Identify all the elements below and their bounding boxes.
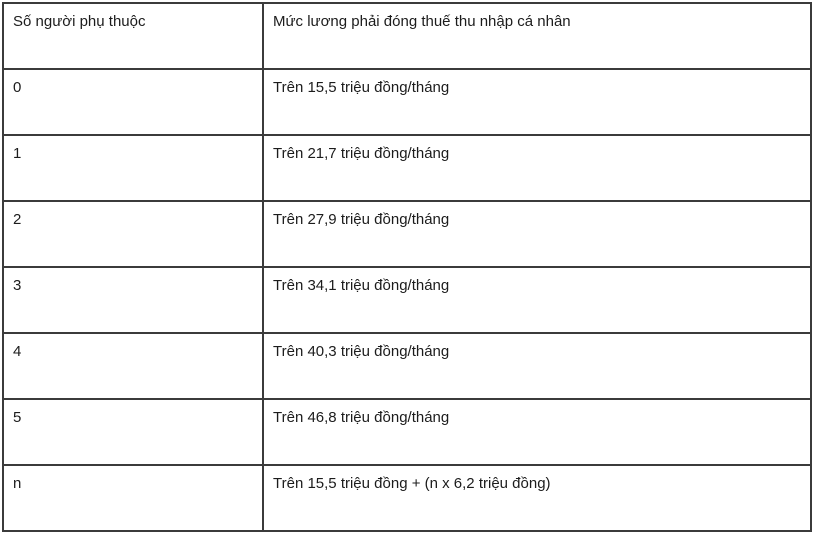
table-row xyxy=(3,399,811,465)
cell-dependents: 5 xyxy=(3,399,263,465)
column-header-salary: Mức lương phải đóng thuế thu nhập cá nhân xyxy=(263,3,811,69)
table-row xyxy=(3,267,811,333)
table-row xyxy=(3,465,811,531)
column-header-dependents: Số người phụ thuộc xyxy=(3,3,263,69)
cell-dependents: 1 xyxy=(3,135,263,201)
cell-salary: Trên 46,8 triệu đồng/tháng xyxy=(263,399,811,465)
cell-salary: Trên 27,9 triệu đồng/tháng xyxy=(263,201,811,267)
cell-salary: Trên 15,5 triệu đồng/tháng xyxy=(263,69,811,135)
cell-dependents: 3 xyxy=(3,267,263,333)
cell-salary: Trên 15,5 triệu đồng + (n x 6,2 triệu đồng) xyxy=(263,465,811,531)
tax-threshold-table xyxy=(2,2,812,532)
table-row xyxy=(3,69,811,135)
cell-salary: Trên 21,7 triệu đồng/tháng xyxy=(263,135,811,201)
cell-dependents: 2 xyxy=(3,201,263,267)
cell-salary: Trên 40,3 triệu đồng/tháng xyxy=(263,333,811,399)
cell-dependents: 4 xyxy=(3,333,263,399)
cell-dependents: n xyxy=(3,465,263,531)
cell-salary: Trên 34,1 triệu đồng/tháng xyxy=(263,267,811,333)
table-row xyxy=(3,201,811,267)
table-row xyxy=(3,333,811,399)
header-row xyxy=(3,3,811,69)
table-row xyxy=(3,135,811,201)
cell-dependents: 0 xyxy=(3,69,263,135)
table-body xyxy=(3,69,811,531)
